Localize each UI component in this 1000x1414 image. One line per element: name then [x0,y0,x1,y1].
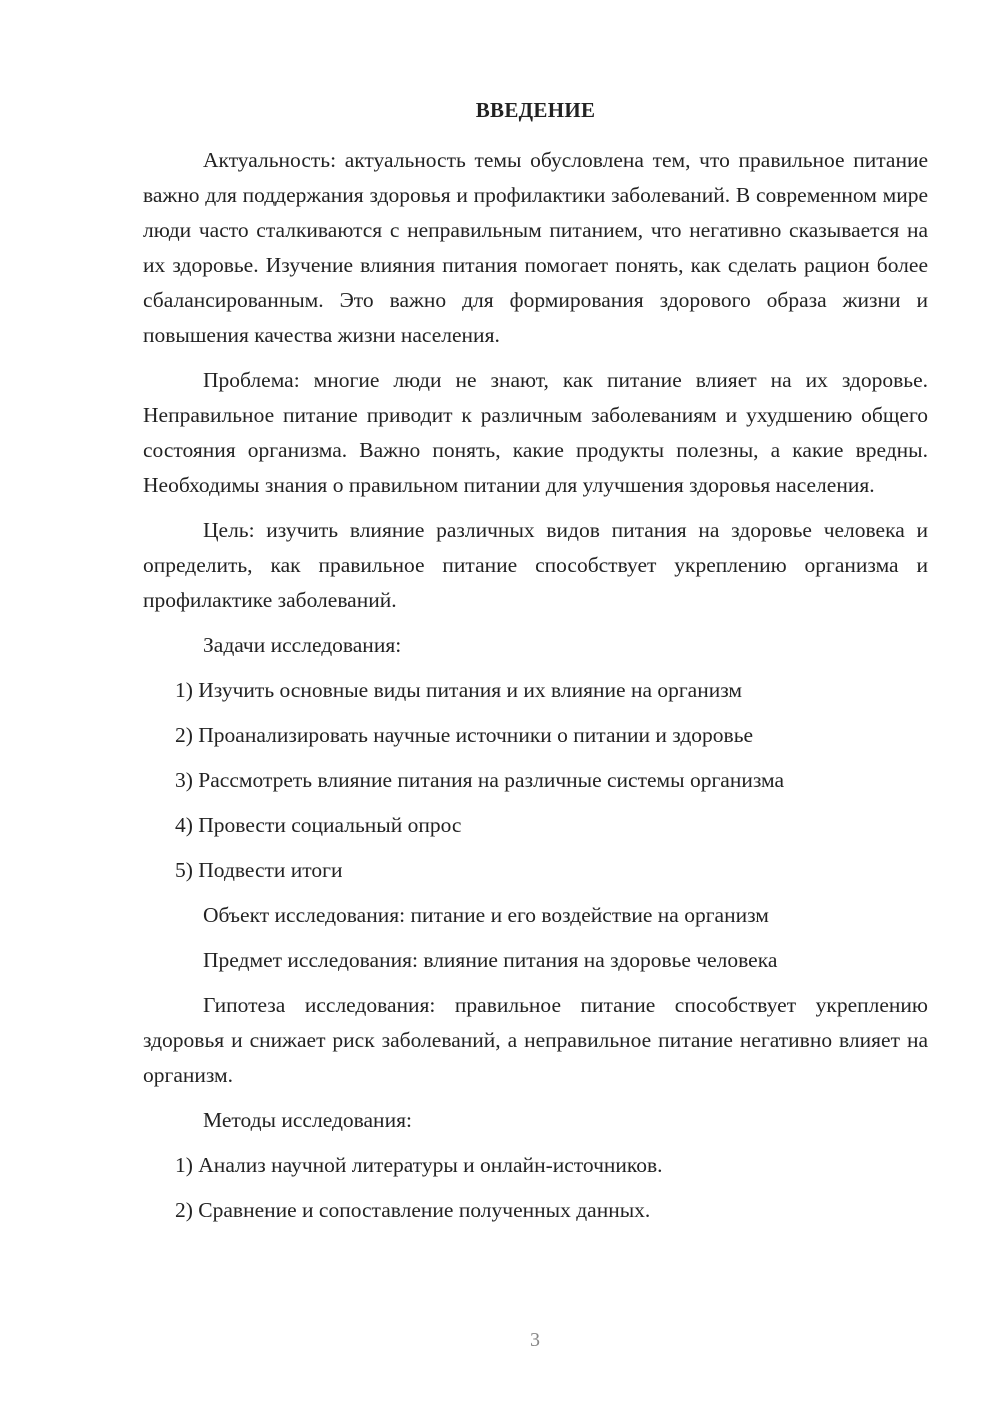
tasks-label: Задачи исследования: [203,633,402,657]
task-item-5: 5) Подвести итоги [175,858,343,882]
hypothesis-paragraph: Гипотеза исследования: правильное питание способствует укреплению здоровья и снижает риск заболеваний, а неправильное питание негативно влияет на организм. [143,993,928,1087]
section-heading: ВВЕДЕНИЕ [475,98,596,122]
methods-label: Методы исследования: [203,1108,412,1132]
research-object: Объект исследования: питание и его воздействие на организм [203,903,769,927]
relevance-paragraph: Актуальность: актуальность темы обусловлена тем, что правильное питание важно для поддержания здоровья и профилактики заболеваний. В современном мире люди часто сталкиваются с неправильным питанием, что негативно сказывается на их здоровье. Изучение влияния питания помогает понять, как сделать рацион более сбалансированным. Это важно для формирования здорового образа жизни и повышения качества жизни населения. [143,148,928,347]
method-item-2: 2) Сравнение и сопоставление полученных данных. [175,1198,651,1222]
method-item-1: 1) Анализ научной литературы и онлайн-источников. [175,1153,663,1177]
problem-paragraph: Проблема: многие люди не знают, как питание влияет на их здоровье. Неправильное питание приводит к различным заболеваниям и ухудшению общего состояния организма. Важно понять, какие продукты полезны, а какие вредны. Необходимы знания о правильном питании для улучшения здоровья населения. [143,368,928,497]
research-subject: Предмет исследования: влияние питания на здоровье человека [203,948,778,972]
document-page [143,95,928,1238]
task-item-3: 3) Рассмотреть влияние питания на различные системы организма [175,768,785,792]
task-item-4: 4) Провести социальный опрос [175,813,462,837]
task-item-2: 2) Проанализировать научные источники о питании и здоровье [175,723,754,747]
page-number: 3 [530,1329,540,1351]
task-item-1: 1) Изучить основные виды питания и их влияние на организм [175,678,743,702]
goal-paragraph: Цель: изучить влияние различных видов питания на здоровье человека и определить, как правильное питание способствует укреплению организма и профилактике заболеваний. [143,518,928,612]
